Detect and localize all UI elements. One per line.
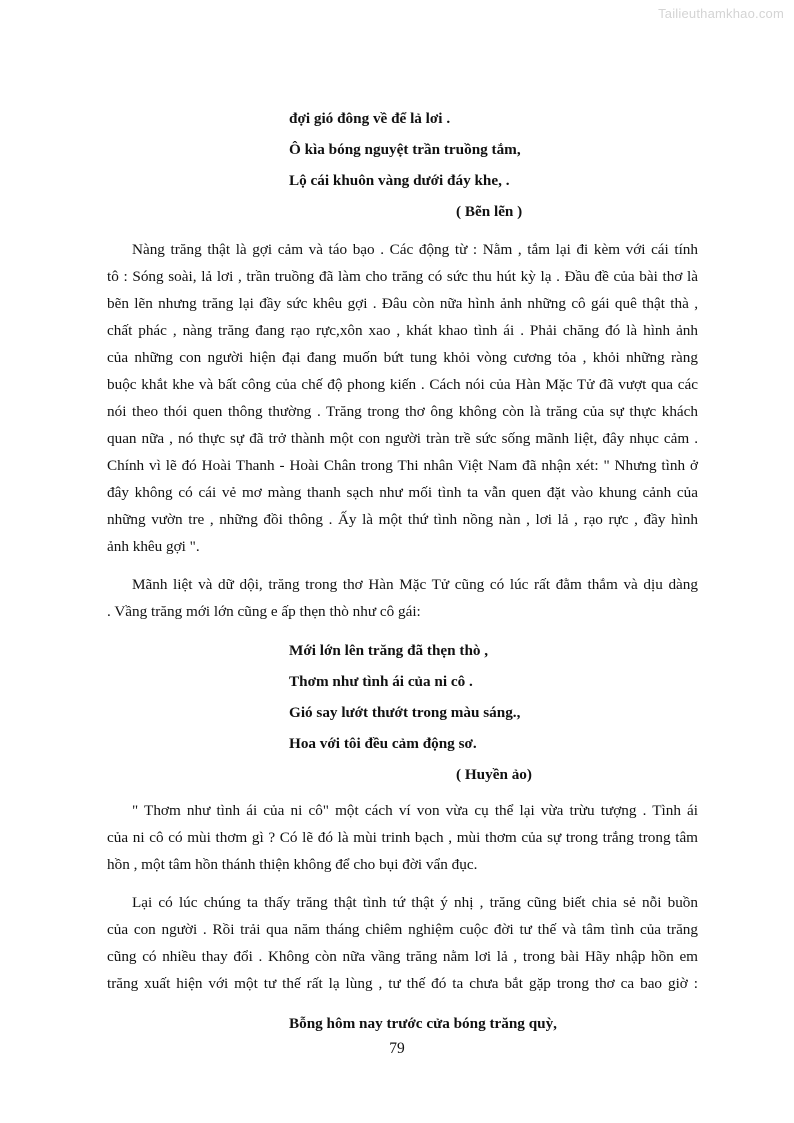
text-line [132,571,698,598]
paragraph-4 [107,889,698,997]
text-line [107,479,698,506]
poem-source: ( Huyền ảo) [456,766,532,783]
poem-line: Bỗng hôm nay trước cửa bóng trăng quỳ, [289,1015,557,1032]
text-line-content: hồn , một tâm hồn thánh thiện không để cho bụi đời vẩn đục. [107,856,478,873]
text-line [107,824,698,851]
poem-stanza-2 [289,635,698,759]
text-line [107,452,698,479]
watermark: Tailieuthamkhao.com [658,6,784,21]
text-line [132,236,698,263]
poem-stanza-3 [289,1008,698,1039]
text-line-content: ảnh khêu gợi ". [107,538,200,555]
text-line-content: đây không có cái vẻ mơ màng thanh sạch như mối tình ta vẫn quen đặt vào khung cảnh của [107,484,698,501]
page-body [107,103,698,1039]
text-line-content: Lại có lúc chúng ta thấy trăng thật tình tứ thật ý nhị , trăng cũng biết chia sẻ nỗi buồn [132,894,698,911]
poem-line: Lộ cái khuôn vàng dưới đáy khe, . [289,172,510,189]
text-line [132,889,698,916]
text-line-content: Mãnh liệt và dữ dội, trăng trong thơ Hàn Mặc Tử cũng có lúc rất đằm thắm và dịu dàng [132,576,698,593]
text-line-content: Nàng trăng thật là gợi cảm và táo bạo . Các động từ : Nằm , tắm lại đi kèm với cái tính [132,241,698,258]
text-line [107,398,698,425]
paragraph-2 [107,571,698,625]
text-line-content: bẽn lẽn nhưng trăng lại đầy sức khêu gợi . Đâu còn nữa hình ảnh những cô gái quê thật thà , [107,295,698,312]
text-line-content: chất phác , nàng trăng đang rạo rực,xôn xao , khát khao tình ái . Phải chăng đó là hình ảnh [107,322,698,339]
paragraph-1 [107,236,698,560]
text-line [107,371,698,398]
poem-line: Ô kìa bóng nguyệt trần truồng tắm, [289,141,521,158]
poem-line: Hoa với tôi đều cảm động sơ. [289,735,477,752]
poem-stanza-1 [289,103,698,196]
text-line [107,506,698,533]
text-line [107,598,698,625]
text-line-content: cũng có nhiều thay đổi . Không còn nữa vầng trăng nằm lơi lả , trong bài Hãy nhập hồn em [107,948,698,965]
text-line-content: Chính vì lẽ đó Hoài Thanh - Hoài Chân trong Thi nhân Việt Nam đã nhận xét: " Nhưng tình ở [107,457,698,474]
text-line-content: . Vầng trăng mới lớn cũng e ấp thẹn thò như cô gái: [107,603,421,620]
text-line [107,317,698,344]
text-line [107,263,698,290]
poem-line: Gió say lướt thướt trong màu sáng., [289,704,521,721]
paragraph-3 [107,797,698,878]
text-line [107,851,698,878]
text-line-content: tô : Sóng soài, lả lơi , trần truồng đã làm cho trăng có sức thu hút kỳ lạ . Đầu đề của bài thơ là [107,268,698,285]
text-line-content: những vườn tre , những đồi thông . Ấy là một thứ tình nồng nàn , lơi lả , rạo rực , đầy hình [107,511,698,528]
page-number: 79 [389,1040,405,1057]
text-line-content: của con người . Rồi trải qua năm tháng chiêm nghiệm cuộc đời tư thế và tâm tình của trăng [107,921,698,938]
poem-source: ( Bẽn lẽn ) [456,203,523,220]
text-line [132,797,698,824]
text-line-content: của ni cô có mùi thơm gì ? Có lẽ đó là mùi trinh bạch , mùi thơm của sự trong trắng trong tâm [107,829,698,846]
text-line-content: buộc khắt khe và bất công của chế độ phong kiến . Cách nói của Hàn Mặc Tử đã vượt qua các [107,376,698,393]
text-line-content: " Thơm như tình ái của ni cô" một cách ví von vừa cụ thể lại vừa trừu tượng . Tình ái [132,802,698,819]
text-line [107,916,698,943]
text-line-content: trăng xuất hiện với một tư thế rất lạ lùng , tư thế đó ta chưa bắt gặp trong thơ ca bao giờ : [107,975,698,992]
text-line-content: quan nữa , nó thực sự đã trở thành một con người tràn trề sức sống mãnh liệt, đây nhục cảm . [107,430,698,447]
text-line [107,533,698,560]
text-line [107,970,698,997]
poem-line: đợi gió đông về để lả lơi . [289,110,451,127]
text-line [107,344,698,371]
poem-line: Mới lớn lên trăng đã thẹn thò , [289,642,489,659]
text-line [107,943,698,970]
text-line [107,425,698,452]
poem-line: Thơm như tình ái của ni cô . [289,673,473,690]
text-line-content: nói theo thói quen thông thường . Trăng trong thơ ông không còn là trăng của sự thực khách [107,403,698,420]
text-line [107,290,698,317]
text-line-content: của những con người hiện đại đang muốn bứt tung khỏi vòng cương tỏa , khỏi những ràng [107,349,698,366]
